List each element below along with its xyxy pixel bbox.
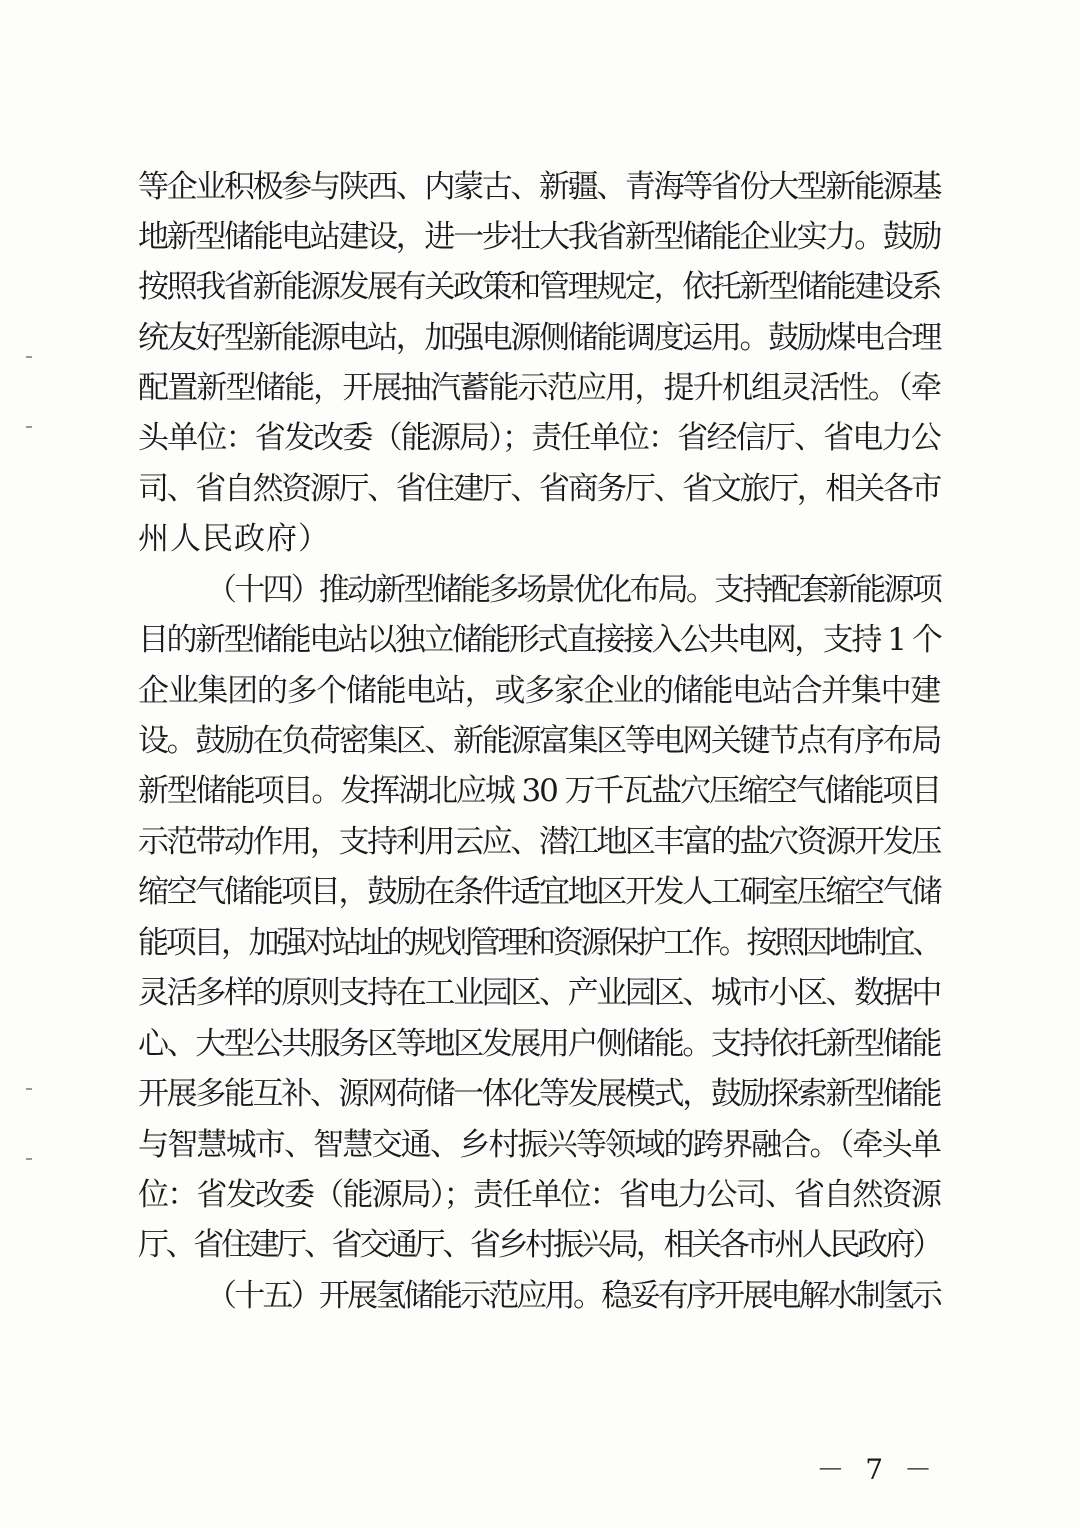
body-text-line: 统友好型新能源电站，加强电源侧储能调度运用。鼓励煤电合理 — [138, 320, 940, 356]
scan-margin-mark — [26, 426, 32, 428]
scan-margin-mark — [26, 356, 32, 358]
body-text-line: 灵活多样的原则支持在工业园区、产业园区、城市小区、数据中 — [138, 975, 940, 1011]
body-text-line: 开展多能互补、源网荷储一体化等发展模式，鼓励探索新型储能 — [138, 1076, 940, 1112]
body-text-line: 地新型储能电站建设，进一步壮大我省新型储能企业实力。鼓励 — [138, 219, 940, 255]
body-text-line: 设。鼓励在负荷密集区、新能源富集区等电网关键节点有序布局 — [138, 723, 940, 759]
body-text-line: 位：省发改委（能源局）；责任单位：省电力公司、省自然资源 — [138, 1177, 940, 1213]
body-text-line: 能项目，加强对站址的规划管理和资源保护工作。按照因地制宜、 — [138, 925, 940, 961]
scan-margin-mark — [26, 1158, 32, 1160]
body-text-line: 配置新型储能，开展抽汽蓄能示范应用，提升机组灵活性。（牵 — [138, 370, 940, 406]
body-text-line: 目的新型储能电站以独立储能形式直接接入公共电网，支持 1 个 — [138, 622, 941, 658]
section-14-heading-line: （十四）推动新型储能多场景优化布局。支持配套新能源项 — [206, 572, 940, 608]
body-text-line: 心、大型公共服务区等地区发展用户侧储能。支持依托新型储能 — [138, 1026, 940, 1062]
body-text-line: 厅、省住建厅、省交通厅、省乡村振兴局，相关各市州人民政府） — [138, 1227, 940, 1263]
body-text-line: 缩空气储能项目，鼓励在条件适宜地区开发人工硐室压缩空气储 — [138, 874, 940, 910]
body-text-line: 企业集团的多个储能电站，或多家企业的储能电站合并集中建 — [138, 673, 940, 709]
section-15-heading-line: （十五）开展氢储能示范应用。稳妥有序开展电解水制氢示 — [206, 1278, 940, 1314]
page-number: － 7 － — [816, 1453, 938, 1486]
body-text-line: 等企业积极参与陕西、内蒙古、新疆、青海等省份大型新能源基 — [138, 169, 940, 205]
body-text-line: 新型储能项目。发挥湖北应城 30 万千瓦盐穴压缩空气储能项目 — [138, 773, 941, 809]
body-text-line: 司、省自然资源厅、省住建厅、省商务厅、省文旅厅，相关各市 — [138, 471, 940, 507]
body-text-line: 与智慧城市、智慧交通、乡村振兴等领域的跨界融合。（牵头单 — [138, 1127, 940, 1163]
body-text-line: 按照我省新能源发展有关政策和管理规定，依托新型储能建设系 — [138, 269, 940, 305]
scan-margin-mark — [26, 1088, 32, 1090]
body-text-line: 示范带动作用，支持利用云应、潜江地区丰富的盐穴资源开发压 — [138, 824, 940, 860]
body-text-line: 州人民政府） — [138, 521, 330, 557]
body-text-line: 头单位：省发改委（能源局）；责任单位：省经信厅、省电力公 — [138, 420, 940, 456]
